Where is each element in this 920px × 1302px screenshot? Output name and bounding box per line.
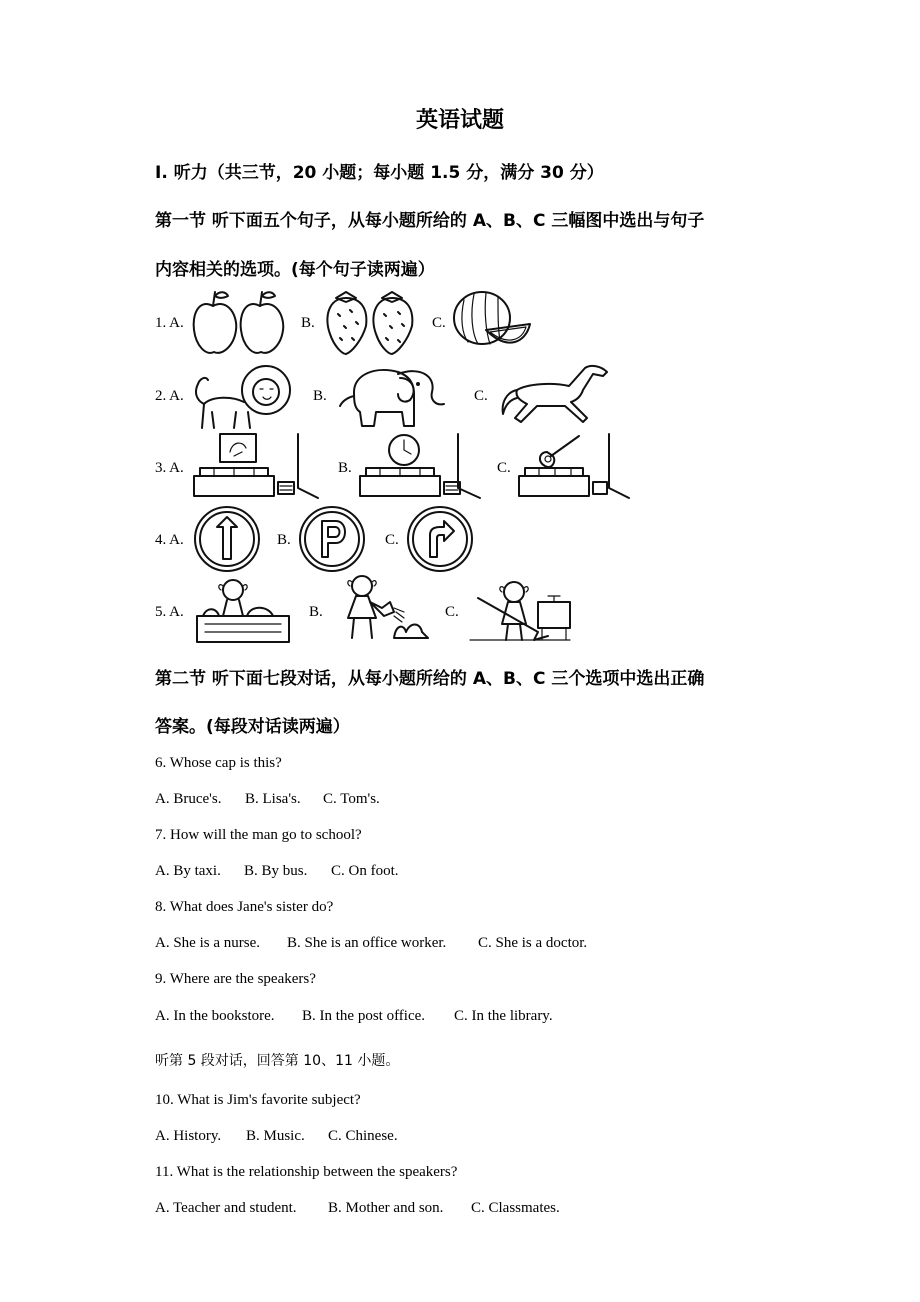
turn-right-sign-image	[406, 505, 474, 573]
q3-label-c: C.	[497, 460, 511, 476]
q4-label-c: C.	[385, 532, 399, 548]
q9-option-a: A. In the bookstore.	[155, 1008, 275, 1024]
q2-label-b: B.	[313, 388, 327, 404]
q11-option-b: B. Mother and son.	[328, 1200, 444, 1216]
q10-option-c: C. Chinese.	[328, 1128, 398, 1144]
girl-washing-dishes-image	[193, 576, 293, 644]
q5-label-c: C.	[445, 604, 459, 620]
girl-sweeping-floor-image	[468, 574, 573, 644]
horse-image	[497, 360, 612, 430]
part2-instruction-line1: 第二节 听下面七段对话，从每小题所给的 A、B、C 三个选项中选出正确	[155, 669, 705, 689]
room-with-clock-image	[358, 432, 488, 502]
question-10: 10. What is Jim's favorite subject?	[155, 1092, 361, 1108]
listening-section-header: I. 听力（共三节，20 小题；每小题 1.5 分，满分 30 分）	[155, 163, 604, 183]
q5-label-b: B.	[309, 604, 323, 620]
q8-option-c: C. She is a doctor.	[478, 935, 588, 951]
parking-sign-image	[298, 505, 366, 573]
question-7: 7. How will the man go to school?	[155, 827, 362, 843]
q3-label-b: B.	[338, 460, 352, 476]
girl-watering-flowers-image	[332, 572, 432, 644]
q9-option-b: B. In the post office.	[302, 1008, 426, 1024]
q7-option-b: B. By bus.	[244, 863, 308, 879]
q4-label-b: B.	[277, 532, 291, 548]
q7-option-c: C. On foot.	[331, 863, 399, 879]
page-title: 英语试题	[415, 108, 504, 133]
part2-instruction-line2: 答案。(每段对话读两遍）	[155, 717, 350, 737]
q8-option-b: B. She is an office worker.	[287, 935, 447, 951]
watermelon-image	[452, 290, 532, 355]
q1-label-a: 1. A.	[155, 315, 184, 331]
q7-option-a: A. By taxi.	[155, 863, 221, 879]
q2-label-a: 2. A.	[155, 388, 184, 404]
part1-instruction-line2: 内容相关的选项。(每个句子读两遍）	[155, 260, 435, 280]
question-9: 9. Where are the speakers?	[155, 971, 316, 987]
q10-option-b: B. Music.	[246, 1128, 305, 1144]
q1-label-b: B.	[301, 315, 315, 331]
question-6: 6. Whose cap is this?	[155, 755, 282, 771]
q3-label-a: 3. A.	[155, 460, 184, 476]
q4-label-a: 4. A.	[155, 532, 184, 548]
straight-ahead-sign-image	[193, 505, 261, 573]
lion-image	[192, 362, 297, 432]
elephant-image	[336, 362, 448, 432]
part1-instruction-line1: 第一节 听下面五个句子，从每小题所给的 A、B、C 三幅图中选出与句子	[155, 211, 705, 231]
q2-label-c: C.	[474, 388, 488, 404]
q6-option-c: C. Tom's.	[323, 791, 380, 807]
q11-option-c: C. Classmates.	[471, 1200, 560, 1216]
q6-option-b: B. Lisa's.	[245, 791, 301, 807]
q9-option-c: C. In the library.	[454, 1008, 553, 1024]
q1-label-c: C.	[432, 315, 446, 331]
dialogue-5-instruction: 听第 5 段对话，回答第 10、11 小题。	[155, 1053, 400, 1069]
q5-label-a: 5. A.	[155, 604, 184, 620]
room-with-guitar-image	[517, 432, 632, 502]
question-8: 8. What does Jane's sister do?	[155, 899, 334, 915]
q6-option-a: A. Bruce's.	[155, 791, 222, 807]
question-11: 11. What is the relationship between the speakers?	[155, 1164, 458, 1180]
two-strawberries-image	[322, 288, 417, 358]
q10-option-a: A. History.	[155, 1128, 222, 1144]
two-apples-image	[190, 288, 285, 358]
q8-option-a: A. She is a nurse.	[155, 935, 260, 951]
room-with-picture-image	[192, 432, 322, 502]
q11-option-a: A. Teacher and student.	[155, 1200, 297, 1216]
